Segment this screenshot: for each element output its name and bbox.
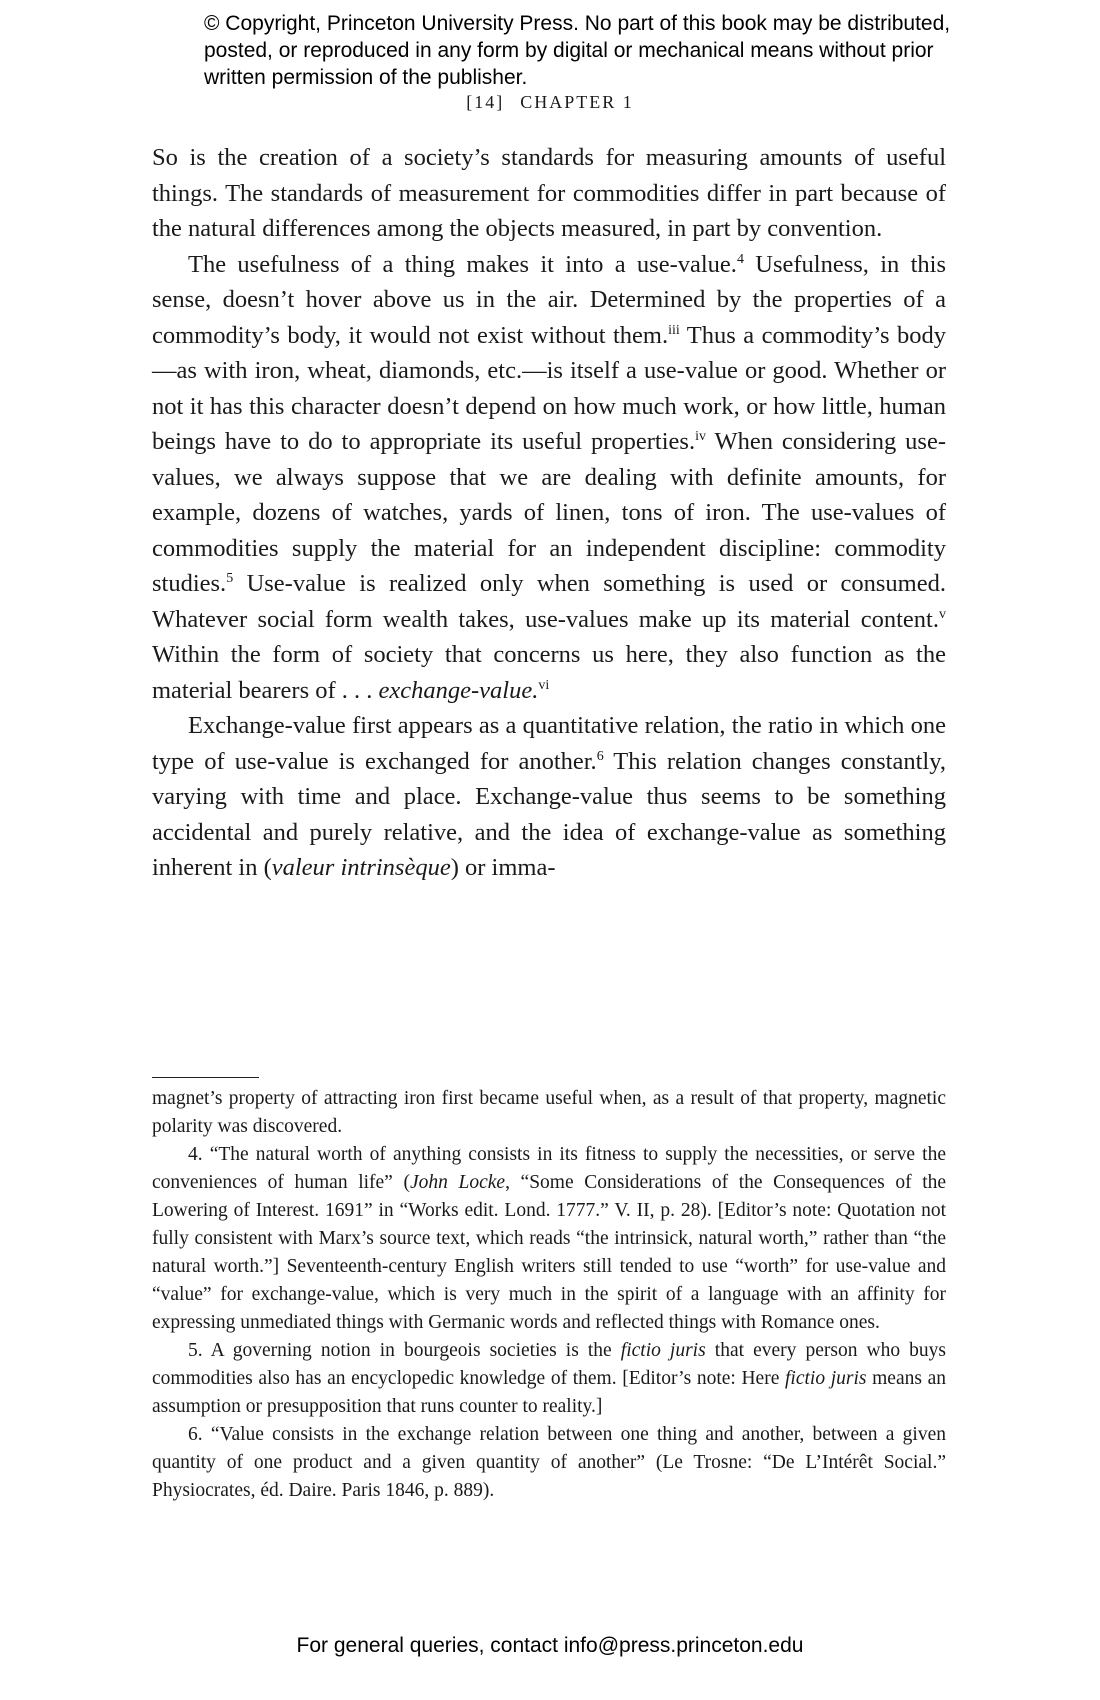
footer-contact: For general queries, contact info@press.princeton.edu — [296, 1634, 804, 1657]
footnote-5-text-c: means an assumption or presupposition that runs counter to reality.] — [152, 1368, 946, 1417]
footnote-4-text-a: 4. “The natural worth of anything consists in its fitness to supply the necessities, or serve the conveniences of human life” ( — [152, 1144, 946, 1193]
footnote-5-italic-1: fictio juris — [620, 1340, 706, 1361]
footnote-4 — [152, 1141, 946, 1337]
paragraph-1-text: So is the creation of a society’s standards for measuring amounts of useful things. The standards of measurement for commodities differ in part because of the natural differences among the objects measured, in part by convention. — [152, 144, 946, 242]
paragraph-2-text-b: Usefulness, in this sense, doesn’t hover above us in the air. Determined by the properties of a commodity’s body, it would not exist without them. — [152, 250, 947, 349]
paragraph-3-text-b: This relation changes constantly, varying with time and place. Exchange-value thus seems to be something accidental and purely relative, and the idea of exchange-value as something inherent in ( — [152, 747, 946, 881]
paragraph-3 — [152, 708, 946, 886]
footnote-6: 6. “Value consists in the exchange relation between one thing and another, between a given quantity of one product and a given quantity of another” (Le Trosne: “De L’Intérêt Social.” Physiocrates, éd. Daire. Paris 1846, p. 889). — [152, 1424, 946, 1501]
paragraph-1 — [152, 140, 946, 247]
running-head — [0, 92, 1100, 113]
paragraph-2-text-d: When considering use-values, we always suppose that we are dealing with definite amounts, for example, dozens of watches, yards of linen, tons of iron. The use-values of commodities supply the material for an independent discipline: commodity studies. — [152, 428, 946, 597]
endnote-ref-v[interactable]: v — [939, 606, 946, 622]
footnote-5-text-b: that every person who buys commodities also has an encyclopedic knowledge of them. [Editor’s note: Here — [152, 1340, 947, 1389]
footnote-divider — [152, 1077, 259, 1078]
footnotes — [152, 1085, 946, 1505]
paragraph-3-text-a: Exchange-value first appears as a quantitative relation, the ratio in which one type of use-value is exchanged for another. — [152, 712, 946, 775]
footnote-4-text-b: , “Some Considerations of the Consequences of the Lowering of Interest. 1691” in “Works edit. Lond. 1777.” V. II, p. 28). [Editor’s note: Quotation not fully consistent with Marx’s source text, which reads “the intrinsick, natural worth,” rather than “the natural worth.”] Seventeenth-century English writers still tended to use “worth” for use-value and “value” for exchange-value, which is very much in the spirit of a language with an affinity for expressing unmediated things with Germanic words and reflected things with Romance ones. — [152, 1172, 947, 1333]
paragraph-2-text-e: Use-value is realized only when something is used or consumed. Whatever social form wealth takes, use-values make up its material content. — [152, 570, 946, 633]
paragraph-3-italic: valeur intrinsèque — [271, 854, 451, 881]
paragraph-2-italic: exchange-value. — [378, 676, 539, 704]
page-number: [14] — [466, 92, 505, 112]
footnote-continuation: magnet’s property of attracting iron first became useful when, as a result of that property, magnetic polarity was discovered. — [152, 1088, 946, 1137]
footnote-ref-4[interactable]: 4 — [736, 251, 744, 267]
paragraph-2-text-c: Thus a commodity’s body—as with iron, wheat, diamonds, etc.—is itself a use-value or good. Whether or not it has this character doesn’t depend on how much work, or how little, human beings have to do to appropriate its useful properties. — [152, 321, 946, 455]
endnote-ref-iii[interactable]: iii — [668, 322, 680, 338]
paragraph-2-text-a: The usefulness of a thing makes it into a use-value. — [188, 250, 737, 278]
footnote-5-text-a: 5. A governing notion in bourgeois societies is the — [188, 1340, 621, 1361]
footnote-5 — [152, 1337, 946, 1421]
paragraph-2 — [152, 247, 946, 709]
chapter-title: CHAPTER 1 — [520, 92, 634, 112]
main-text — [152, 140, 946, 886]
copyright-notice: © Copyright, Princeton University Press. No part of this book may be distributed, posted, or reproduced in any form by digital or mechanical means without prior written permission of the publisher. — [204, 12, 951, 89]
endnote-ref-vi[interactable]: vi — [538, 677, 550, 693]
footnote-ref-6[interactable]: 6 — [596, 748, 604, 764]
footnote-5-italic-2: fictio juris — [785, 1368, 867, 1389]
footnote-4-italic: John Locke — [409, 1172, 506, 1193]
paragraph-2-text-f: Within the form of society that concerns us here, they also function as the material bearers of . . . — [152, 641, 946, 704]
endnote-ref-iv[interactable]: iv — [695, 428, 706, 444]
paragraph-3-text-c: ) or imma- — [450, 854, 556, 881]
footnote-ref-5[interactable]: 5 — [226, 570, 234, 586]
